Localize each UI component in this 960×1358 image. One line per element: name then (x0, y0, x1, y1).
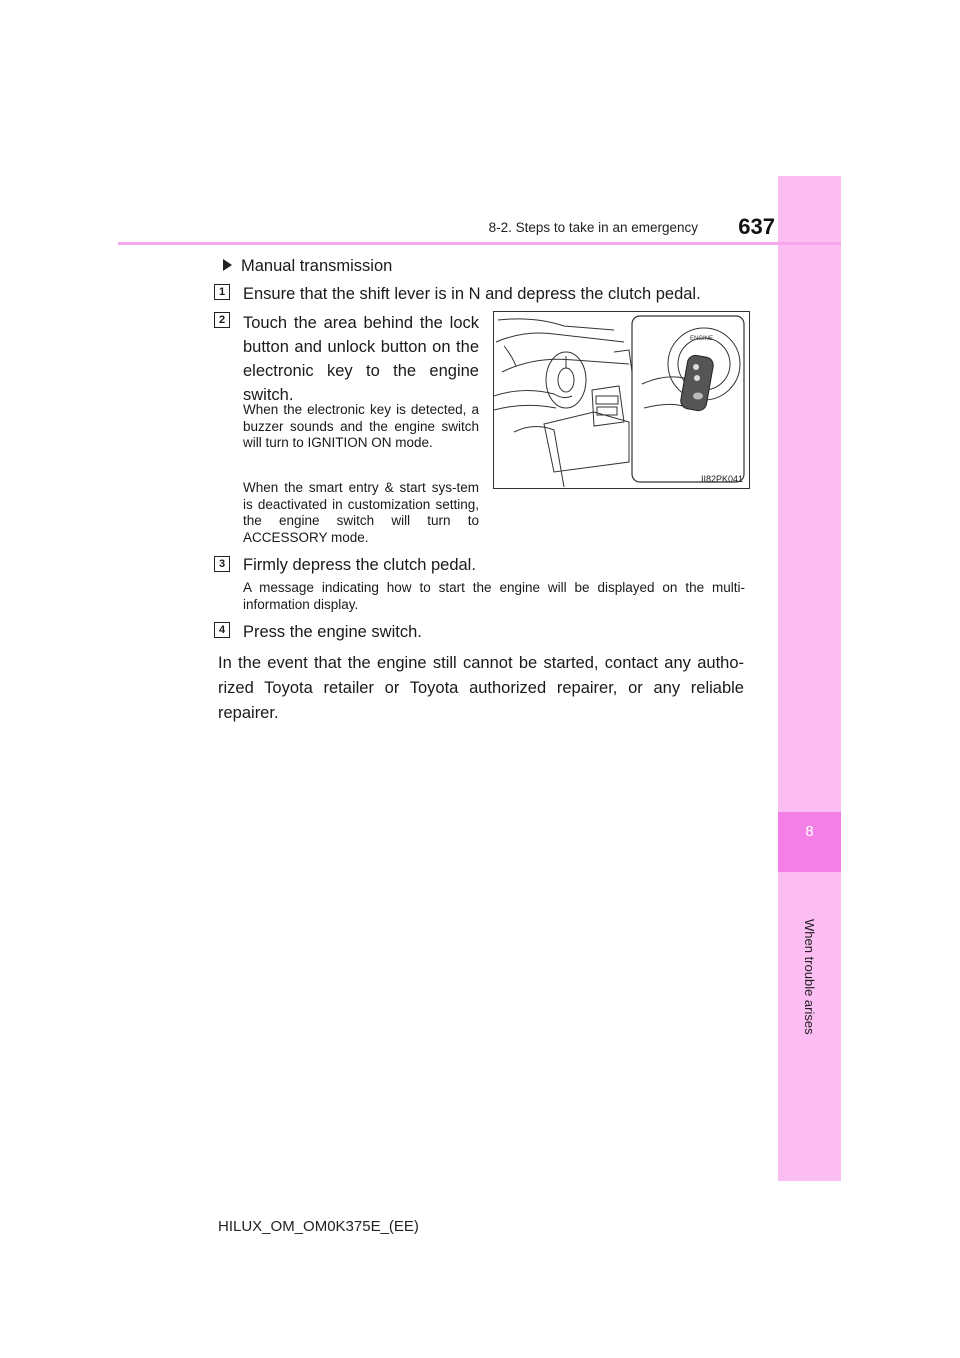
key-engine-label: ENGINE (690, 336, 714, 342)
illustration-code: II82PK041 (700, 474, 743, 484)
step-2-note-1: When the electronic key is detected, a buzzer sounds and the engine switch will turn to IGNITION ON mode. (243, 402, 479, 450)
chapter-title (778, 872, 841, 1082)
car-interior-drawing (494, 312, 749, 488)
step-2-text: Touch the area behind the lock button and unlock button on the electronic key to the engine switch. (243, 314, 479, 404)
step-1-text: Ensure that the shift lever is in N and depress the clutch pedal. (243, 285, 701, 303)
step-3-text: Firmly depress the clutch pedal. (243, 556, 476, 574)
step-number-3: 3 (214, 556, 230, 572)
manual-transmission-label: Manual transmission (241, 257, 393, 275)
step-number-2: 2 (214, 312, 230, 328)
closing-paragraph: In the event that the engine still cannot be started, contact any autho-rized Toyota retailer or Toyota authorized repairer, or any reliable repairer. (218, 654, 744, 722)
engine-switch-illustration (493, 311, 750, 489)
page-number: 637 (738, 214, 775, 239)
triangle-bullet-icon (222, 259, 232, 271)
header-rule (118, 242, 841, 245)
step-2-note-2: When the smart entry & start sys-tem is deactivated in customization setting, the engine switch will turn to ACCESSORY mode. (243, 480, 479, 545)
step-4-text: Press the engine switch. (243, 623, 422, 641)
step-3-note: A message indicating how to start the engine will be displayed on the multi-information display. (243, 580, 745, 612)
chapter-number: 8 (805, 823, 814, 840)
footer-document-id: HILUX_OM_OM0K375E_(EE) (218, 1218, 419, 1235)
chapter-title-text: When trouble arises (802, 919, 817, 1035)
step-number-4: 4 (214, 622, 230, 638)
section-title: 8-2. Steps to take in an emergency (488, 220, 698, 235)
chapter-number-block (778, 812, 841, 872)
step-number-1: 1 (214, 284, 230, 300)
